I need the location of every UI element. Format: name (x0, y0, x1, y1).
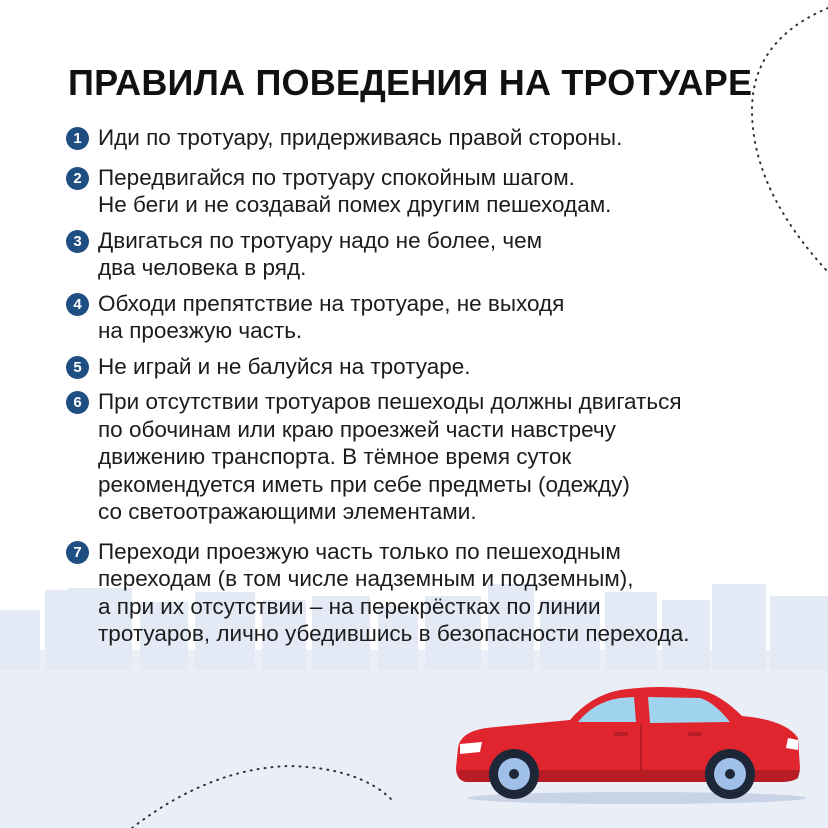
rule-item (66, 353, 806, 381)
rule-text: При отсутствии тротуаров пешеходы должны двигаться по обочинам или краю проезжей части навстречу движению транспорта. В тёмное время суток рекомендуется иметь при себе предметы (одежду) со светоотражающими элементами. (98, 389, 682, 524)
rule-number-badge: 5 (66, 356, 89, 379)
rule-number-badge: 4 (66, 293, 89, 316)
rule-item (66, 290, 806, 345)
rule-number-badge: 6 (66, 391, 89, 414)
rule-text: Иди по тротуару, придерживаясь правой стороны. (98, 125, 623, 150)
rule-item (66, 538, 806, 648)
rule-number-badge: 2 (66, 167, 89, 190)
red-car-illustration (452, 676, 812, 812)
rule-number-badge: 1 (66, 127, 89, 150)
car-taillight (786, 738, 798, 750)
rule-item (66, 227, 806, 282)
rule-text: Не играй и не балуйся на тротуаре. (98, 353, 471, 379)
rule-text: Переходи проезжую часть только по пешеходным переходам (в том числе надземным и подземным), а при их отсутствии – на перекрёстках по линии тротуаров, лично убедившись в безопасности перехода. (98, 538, 690, 646)
page-title: ПРАВИЛА ПОВЕДЕНИЯ НА ТРОТУАРЕ (68, 62, 753, 103)
car-door-line (640, 724, 642, 770)
rule-text: Двигаться по тротуару надо не более, чем два человека в ряд. (98, 227, 543, 280)
rule-item (66, 164, 806, 219)
car-door-handle (614, 732, 628, 736)
rule-item (66, 388, 806, 526)
rule-text: Передвигайся по тротуару спокойным шагом. Не беги и не создавай помех другим пешеходам. (98, 164, 612, 217)
rule-number-badge: 7 (66, 541, 89, 564)
rules-list (66, 124, 806, 648)
rule-number-badge: 3 (66, 230, 89, 253)
rule-item (66, 124, 806, 152)
rule-text: Обходи препятствие на тротуаре, не выходя на проезжую часть. (98, 290, 565, 343)
car-door-handle (688, 732, 702, 736)
